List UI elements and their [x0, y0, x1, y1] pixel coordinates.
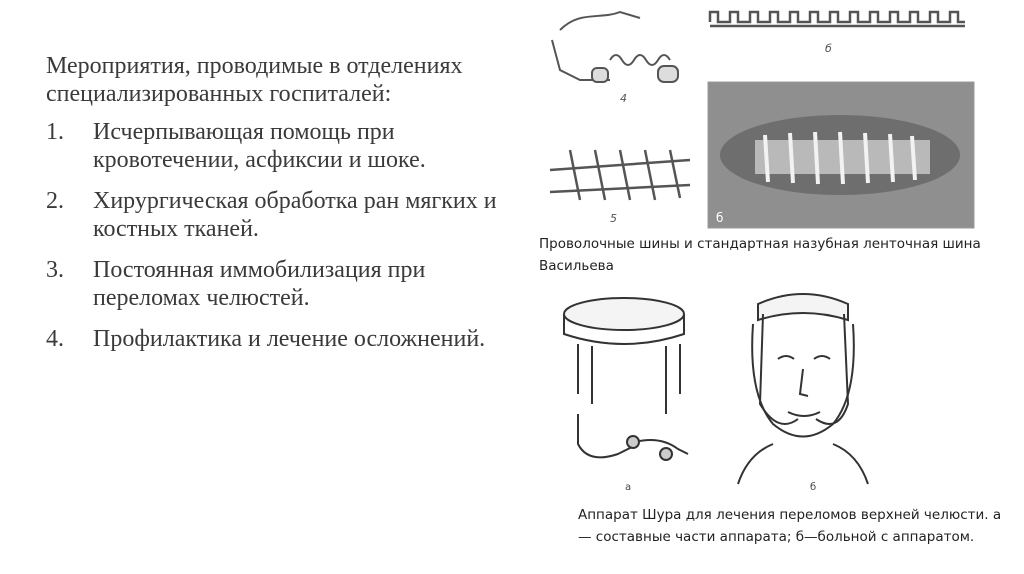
list-number: 3. — [46, 257, 64, 283]
list-text: Профилактика и лечение осложнений. — [93, 326, 486, 352]
panel-label: а — [625, 482, 632, 493]
main-text — [46, 52, 516, 366]
list-text: Постоянная иммобилизация при переломах челюстей. — [93, 257, 426, 311]
list-item — [46, 325, 516, 353]
wire-splint-drawing-4 — [552, 12, 678, 82]
panel-label: б — [825, 42, 832, 55]
splint-photo — [708, 82, 974, 228]
figure2-caption: Аппарат Шура для лечения переломов верхней челюсти. а — составные части аппарата; б—больной с аппаратом. — [578, 507, 1002, 545]
list-item — [46, 118, 516, 174]
panel-label: б — [810, 482, 817, 493]
band-splint-drawing — [710, 12, 965, 26]
figure1-caption: Проволочные шины и стандартная назубная ленточная шина Васильева — [539, 236, 981, 274]
list-item — [46, 187, 516, 243]
list-number: 2. — [46, 188, 64, 214]
wire-splints-figure — [540, 0, 980, 232]
panel-label: б — [716, 211, 724, 225]
list-item — [46, 256, 516, 312]
list-text: Исчерпывающая помощь при кровотечении, асфиксии и шоке. — [93, 119, 426, 173]
list-text: Хирургическая обработка ран мягких и костных тканей. — [93, 188, 497, 242]
list-number: 4. — [46, 326, 64, 352]
shur-apparatus-figure — [548, 284, 888, 496]
intro-text: Мероприятия, проводимые в отделениях специализированных госпиталей: — [46, 53, 463, 107]
measures-list — [46, 118, 516, 353]
panel-label: 5 — [610, 212, 617, 225]
list-number: 1. — [46, 119, 64, 145]
patient-drawing — [738, 294, 868, 484]
apparatus-parts-drawing — [564, 298, 688, 460]
wire-splint-drawing-5 — [550, 150, 690, 200]
panel-label: 4 — [620, 92, 627, 105]
